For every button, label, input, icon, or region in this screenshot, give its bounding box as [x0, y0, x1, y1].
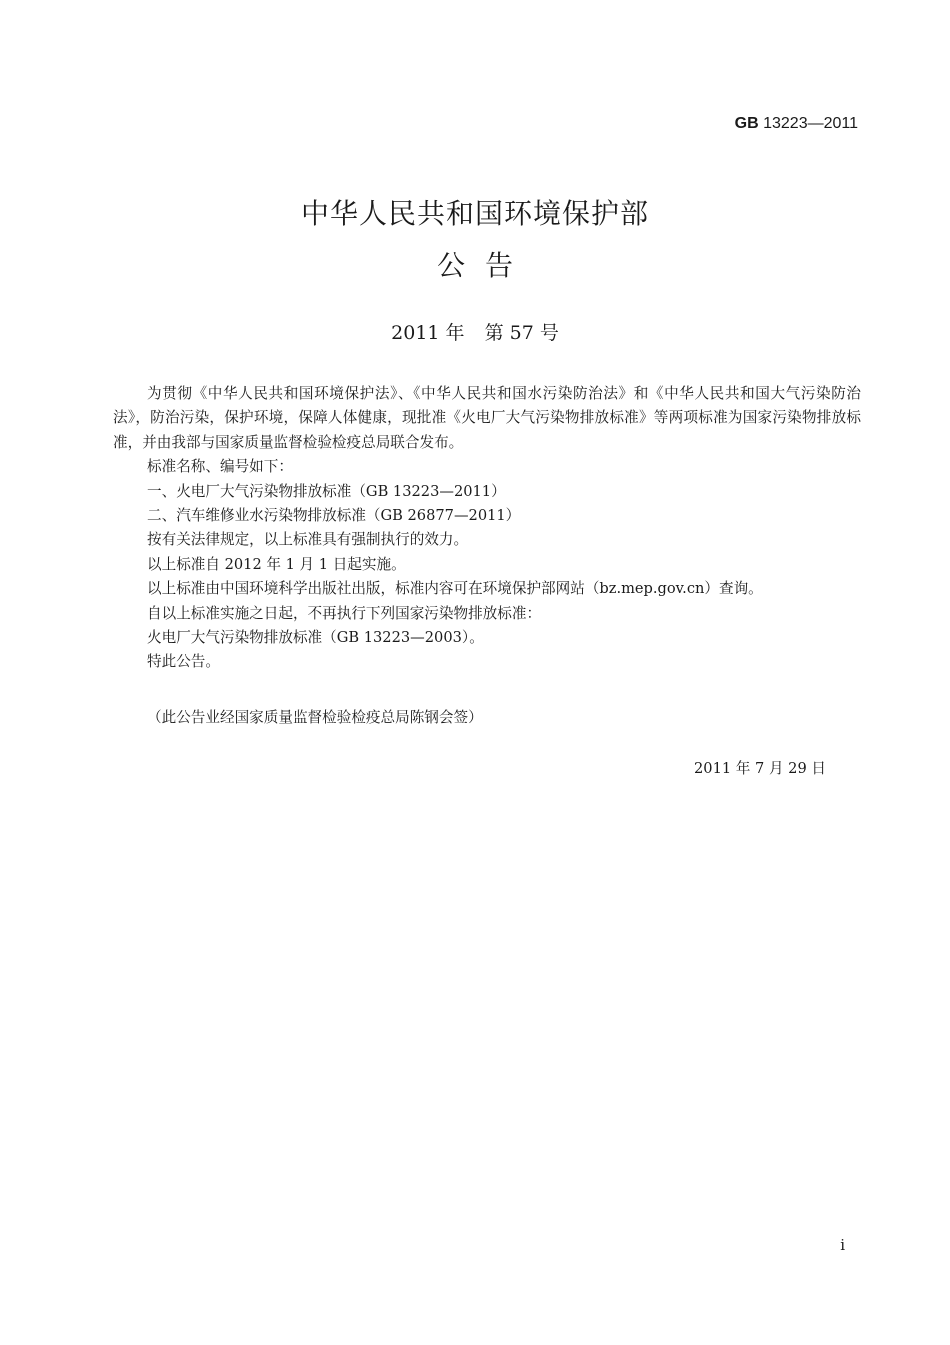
countersign-note: （此公告业经国家质量监督检验检疫总局陈钢会签） — [147, 709, 483, 726]
page-number: i — [840, 1236, 845, 1254]
standard-item-2: 二、汽车维修业水污染物排放标准（GB 26877—2011） — [147, 507, 521, 525]
announcement-serial: 第 57 号 — [484, 322, 559, 344]
intro-paragraph: 为贯彻《中华人民共和国环境保护法》、《中华人民共和国水污染防治法》和《中华人民共和国大气污染防治法》，防治污染，保护环境，保障人体健康，现批准《火电厂大气污染物排放标准》等两项标准为国家污染物排放标准，并由我部与国家质量监督检验检疫总局联合发布。 — [113, 385, 861, 451]
announcement-number — [0, 318, 950, 345]
repealed-standard: 火电厂大气污染物排放标准（GB 13223—2003）。 — [147, 629, 484, 647]
announcement-body — [113, 382, 861, 675]
issue-date: 2011 年 7 月 29 日 — [694, 760, 826, 777]
announcement-year: 2011 年 — [391, 322, 465, 344]
repeal-intro: 自以上标准实施之日起，不再执行下列国家污染物排放标准： — [147, 604, 542, 622]
standard-item-1: 一、火电厂大气污染物排放标准（GB 13223—2011） — [147, 482, 506, 500]
publisher-statement: 以上标准由中国环境科学出版社出版，标准内容可在环境保护部网站（bz.mep.gov.cn）查询。 — [147, 580, 763, 598]
standard-code — [735, 115, 858, 133]
legal-effect-statement: 按有关法律规定，以上标准具有强制执行的效力。 — [147, 531, 469, 549]
standard-number: 13223—2011 — [763, 115, 858, 132]
effective-date-statement: 以上标准自 2012 年 1 月 1 日起实施。 — [147, 555, 406, 573]
issuing-authority-title: 中华人民共和国环境保护部 — [300, 197, 649, 230]
closing-statement: 特此公告。 — [147, 653, 220, 671]
standard-prefix: GB — [734, 115, 759, 132]
list-heading: 标准名称、编号如下： — [147, 458, 293, 476]
document-type-title: 公告 — [436, 249, 533, 282]
